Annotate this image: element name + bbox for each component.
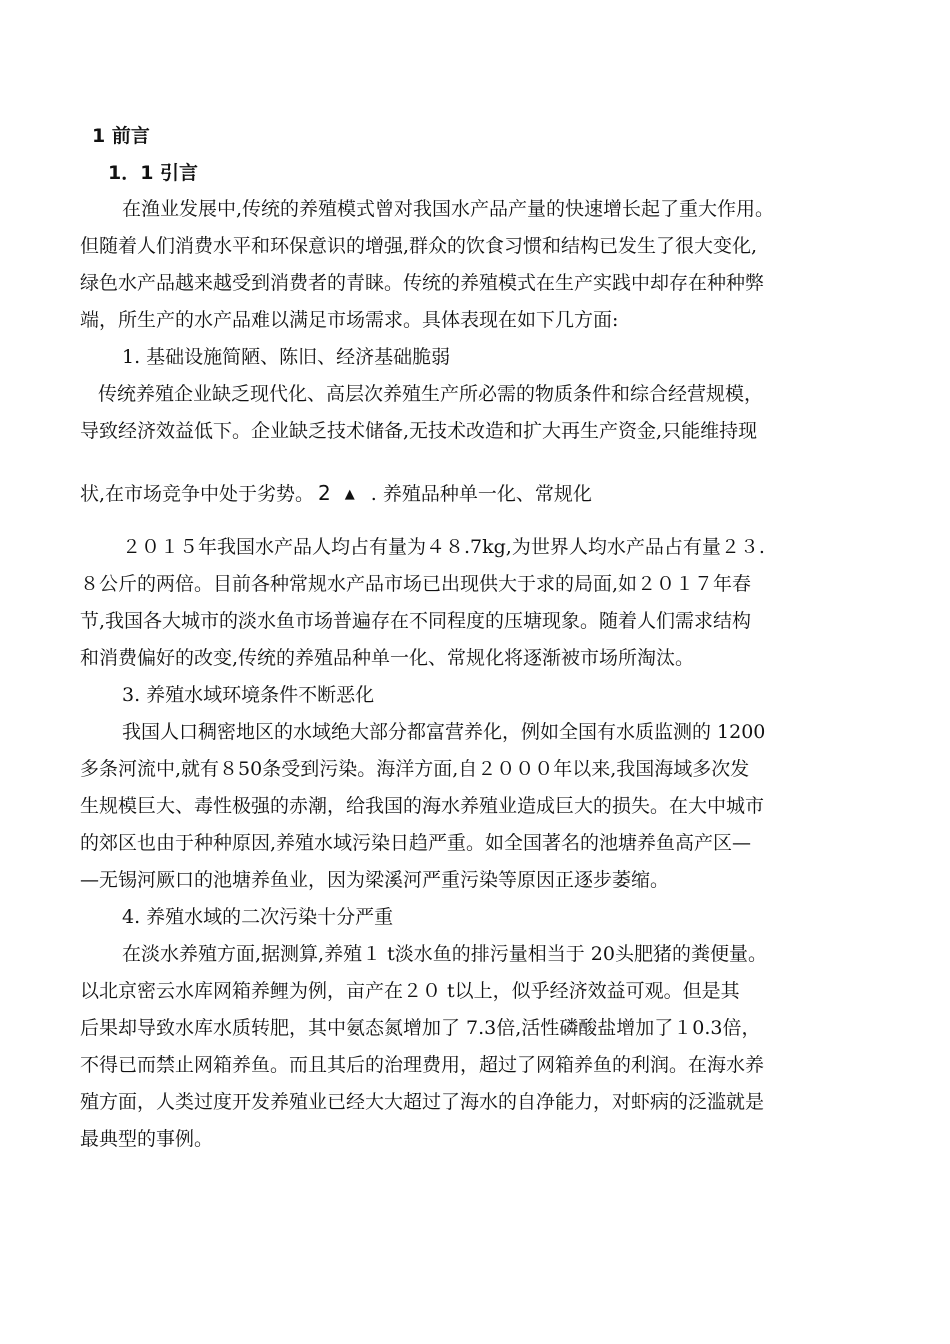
paragraph-line: 但随着人们消费水平和环保意识的增强,群众的饮食习惯和结构已发生了很大变化, <box>80 235 758 257</box>
paragraph-line: 绿色水产品越来越受到消费者的青睐。传统的养殖模式在生产实践中却存在种种弊 <box>80 272 765 294</box>
triangle-symbol-icon: ▲ <box>344 487 355 502</box>
paragraph-line: 和消费偏好的改变,传统的养殖品种单一化、常规化将逐渐被市场所淘汰。 <box>80 647 695 669</box>
list-item-heading: 4. 养殖水域的二次污染十分严重 <box>122 906 394 928</box>
paragraph-line: ８公斤的两倍。目前各种常规水产品市场已出现供大于求的局面,如２０１７年春 <box>80 573 752 595</box>
paragraph-line-mixed <box>80 478 880 510</box>
paragraph-line: 殖方面，人类过度开发养殖业已经大大超过了海水的自净能力，对虾病的泛滥就是 <box>80 1091 765 1113</box>
list-item-heading: 3. 养殖水域环境条件不断恶化 <box>122 684 375 706</box>
paragraph-line: 端，所生产的水产品难以满足市场需求。具体表现在如下几方面: <box>80 309 619 331</box>
list-item-heading: . 养殖品种单一化、常规化 <box>370 483 592 505</box>
list-item-number: 2 <box>318 481 331 505</box>
paragraph-line: 最典型的事例。 <box>80 1128 214 1150</box>
paragraph-line: 的郊区也由于种种原因,养殖水域污染日趋严重。如全国著名的池塘养鱼高产区— <box>80 832 752 854</box>
paragraph-line: 在渔业发展中,传统的养殖模式曾对我国水产品产量的快速增长起了重大作用。 <box>122 198 775 220</box>
paragraph-line: 不得已而禁止网箱养鱼。而且其后的治理费用，超过了网箱养鱼的利润。在海水养 <box>80 1054 765 1076</box>
paragraph-line: 我国人口稠密地区的水域绝大部分都富营养化，例如全国有水质监测的 1200 <box>122 721 766 743</box>
paragraph-line: 生规模巨大、毒性极强的赤潮，给我国的海水养殖业造成巨大的损失。在大中城市 <box>80 795 765 817</box>
section-heading: 1 前言 <box>92 125 150 147</box>
paragraph-line: 多条河流中,就有８50条受到污染。海洋方面,自２０００年以来,我国海域多次发 <box>80 758 750 780</box>
paragraph-fragment: 状,在市场竞争中处于劣势。 <box>80 483 315 505</box>
paragraph-line: 在淡水养殖方面,据测算,养殖１ t淡水鱼的排污量相当于 20头肥猪的粪便量。 <box>122 943 767 965</box>
paragraph-line: ２０１５年我国水产品人均占有量为４８.7kg,为世界人均水产品占有量２３. <box>122 536 765 558</box>
paragraph-line: 节,我国各大城市的淡水鱼市场普遍存在不同程度的压塘现象。随着人们需求结构 <box>80 610 752 632</box>
paragraph-line: 以北京密云水库网箱养鲤为例，亩产在２０ t以上，似乎经济效益可观。但是其 <box>80 980 740 1002</box>
paragraph-line: 导致经济效益低下。企业缺乏技术储备,无技术改造和扩大再生产资金,只能维持现 <box>80 420 758 442</box>
list-item-heading: 1. 基础设施简陋、陈旧、经济基础脆弱 <box>122 346 451 368</box>
paragraph-line: —无锡河厥口的池塘养鱼业，因为梁溪河严重污染等原因正逐步萎缩。 <box>80 869 670 891</box>
subsection-heading: 1．1 引言 <box>108 162 199 184</box>
paragraph-line: 后果却导致水库水质转肥，其中氨态氮增加了 7.3倍,活性磷酸盐增加了１0.3倍， <box>80 1017 761 1039</box>
paragraph-line: 传统养殖企业缺乏现代化、高层次养殖生产所必需的物质条件和综合经营规模， <box>98 383 764 405</box>
